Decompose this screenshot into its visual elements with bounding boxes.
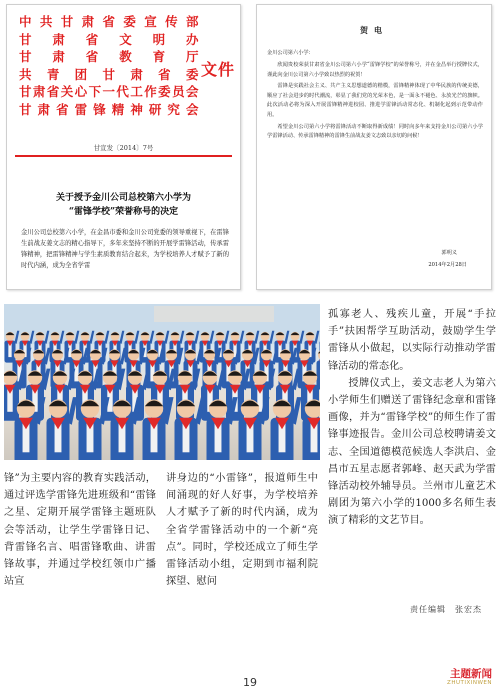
student-figure xyxy=(143,397,174,460)
student-figure xyxy=(15,397,46,460)
decision-title-line2: “雷锋学校”荣誉称号的决定 xyxy=(68,207,179,217)
page-number: 19 xyxy=(243,676,257,689)
article-paragraph: 授牌仪式上，姜文志老人为第六小学师生们赠送了雷锋纪念章和雷锋画像，并为“雷锋学校”的师生作了雷锋事迹报告。金川公司总校聘请姜文志、全国道德模范候选人李洪启、金昌市五星志愿者郭峰、赵天武为学雷锋活动校外辅导员。兰州市儿童艺术剧团为第六小学的1000多名师生表演了精彩的文艺节目。 xyxy=(328,377,496,527)
publication-logo xyxy=(447,668,492,686)
students-saluting-photo xyxy=(4,304,320,460)
letter-paragraph: 希望金川公司第六小学将雷锋活动不断取得新成绩！同时向多年来支持金川公司第六小学学雷锋活动、传承雷锋精神的雷锋生前战友姜文志致以亲切的问候！ xyxy=(267,123,483,140)
background-banner xyxy=(154,306,274,322)
article-right-column xyxy=(328,306,496,530)
student-face xyxy=(318,349,320,360)
article-column-2: 讲身边的“小雷锋”，报道师生中间涌现的好人好事，为学校培养人才赋予了新的时代内涵，成为全省学雷锋活动中的一个新“亮点”。同时，学校还成立了师生学雷锋活动小组，定期到市福利院探望、慰问 xyxy=(166,473,318,588)
letter-body xyxy=(267,61,483,144)
letter-salutation: 金川公司第六小学： xyxy=(267,50,314,56)
student-figure xyxy=(303,397,321,460)
letter-paragraph: 欣闻贵校荣获甘肃省金川公司第六小学“雷锋学校”的荣誉称号，并在金昌举行授牌仪式，谨此向金川公司第六小学致以热烈的祝贺！ xyxy=(267,62,483,78)
article-paragraph: 孤寡老人、残疾儿童，开展“手拉手”扶困帮学互助活动，鼓励学生学雷锋从小做起，以实际行动推动学雷锋活动的常态化。 xyxy=(328,309,496,372)
congratulation-letter xyxy=(256,4,492,290)
issuer-line: 甘肃省教育厅 xyxy=(19,49,199,64)
student-figure xyxy=(271,397,302,460)
letter-date: 2014年2月28日 xyxy=(428,262,467,268)
document-label: 文件 xyxy=(201,60,236,79)
logo-english: ZHUTIXINWEN xyxy=(447,680,492,686)
students-illustration xyxy=(4,304,320,460)
letter-title: 贺电 xyxy=(360,25,388,35)
decision-document xyxy=(6,4,241,290)
letter-paragraph: 雷锋是实践社会主义、共产主义思想道德的楷模，雷锋精神体现了中华民族的传统美德，顺应了社会进步的时代潮流，彰显了我们党的光荣本色，是一面永不褪色、永放光芒的旗帜。此次活动必将为深入开展雷锋精神进校园、推进学雷锋活动常态化、机制化起到示范带动作用。 xyxy=(267,83,483,118)
letter-signature: 郭明义 xyxy=(441,250,457,256)
student-figure xyxy=(239,397,270,460)
student-crowd xyxy=(4,331,320,460)
decision-title-line1: 关于授予金川公司总校第六小学为 xyxy=(55,193,191,203)
issuer-line: 甘肃省关心下一代工作委员会 xyxy=(19,84,199,99)
article-column-1: 锋”为主要内容的教育实践活动，通过评选学雷锋先进班级和“雷锋之星、定期开展学雷锋主题班队会等活动，让学生学雷锋日记、背雷锋名言、唱雷锋歌曲、讲雷锋故事，并通过学校红领巾广播站宣 xyxy=(4,473,156,588)
issuer-line: 甘肃省雷锋精神研究会 xyxy=(19,101,199,117)
document-number: 甘宣发〔2014〕7号 xyxy=(93,144,154,152)
red-divider xyxy=(15,155,232,157)
issuer-line: 甘肃省文明办 xyxy=(19,31,199,47)
student-figure xyxy=(175,397,206,460)
student-figure xyxy=(47,397,78,460)
issuer-line: 共青团甘肃省委 xyxy=(19,66,199,82)
decision-title xyxy=(7,191,240,219)
issuer-line: 中共甘肃省委宣传部 xyxy=(19,14,199,29)
student-figure xyxy=(111,397,142,460)
issuer-list xyxy=(19,13,199,118)
student-figure xyxy=(79,397,110,460)
logo-chinese: 主题新闻 xyxy=(450,668,492,680)
student-figure xyxy=(207,397,238,460)
responsible-editor: 责任编辑 张宏杰 xyxy=(410,605,482,614)
decision-body: 金川公司总校第六小学，在金昌市委和金川公司党委的领导重视下，在雷锋生前战友姜文志的精心指导下，多年来坚持不断的开展学雷锋活动，传承雷锋精神，把雷锋精神与学生素质教育结合起来，为学校培养人才赋予了新的时代内涵，成为全省学雷 xyxy=(21,229,229,269)
